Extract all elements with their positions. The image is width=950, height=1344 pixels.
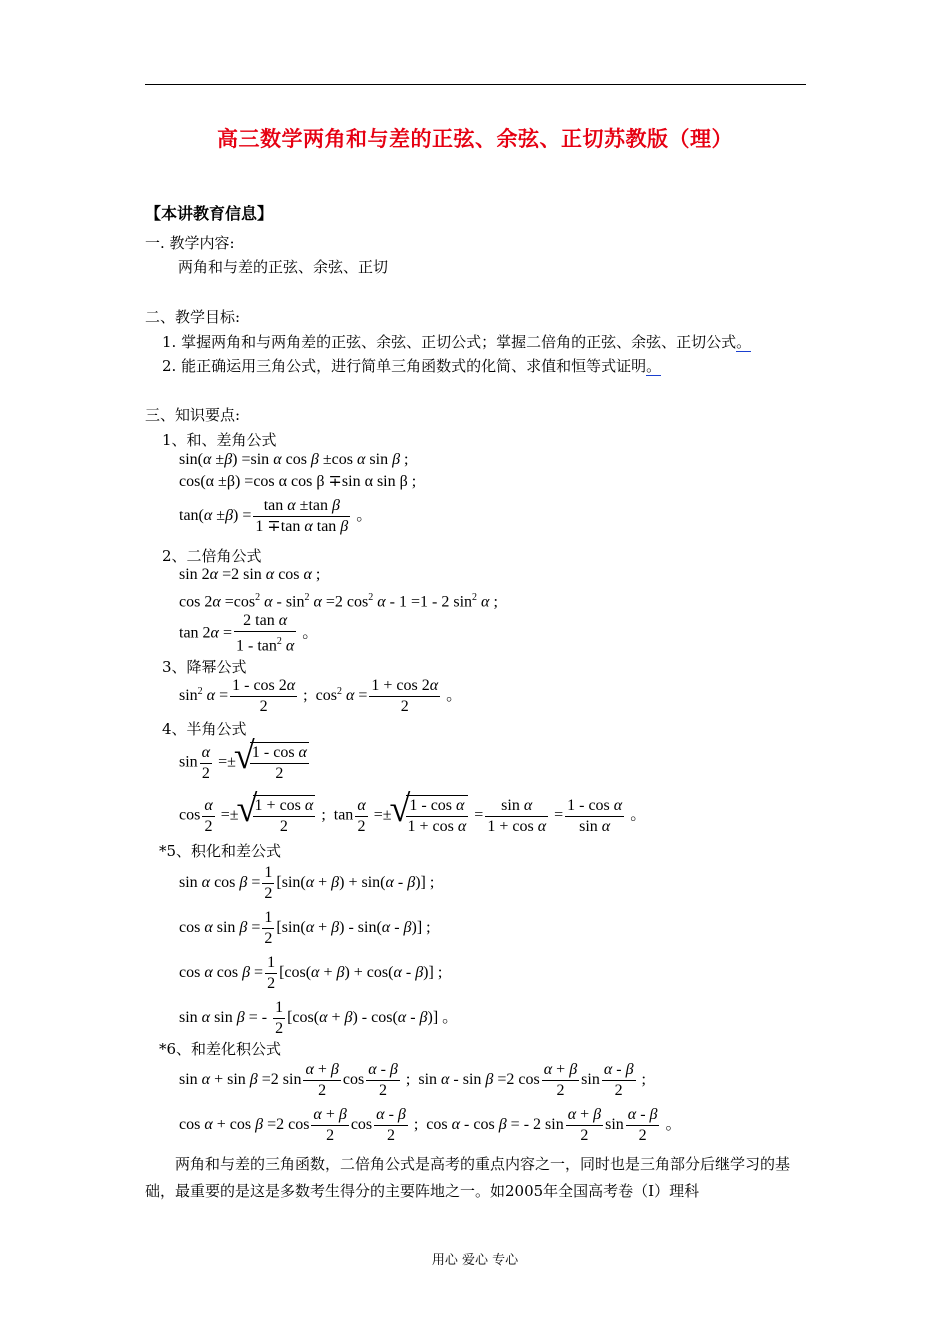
formula-tan-sum: tan(α ±β) = $\frac{\text{tan α ±tan β}}{\text{1 ∓tan α tan β}}$ 。 [179,497,373,535]
formula-p2s-4: sin α sin β = - $\frac{1}{2}$ [cos(α + β) - cos(α - β)] 。 [179,999,459,1037]
page-footer: 用心 爱心 专心 [431,1253,519,1268]
goals-heading: 二、教学目标: [145,308,241,326]
subsection-product-to-sum: *5、积化和差公式 [159,842,282,860]
formula-p2s-1: sin α cos β = $\frac{1}{2}$ [sin(α + β) + sin(α - β)] ; [179,864,435,902]
formula-sin-half: sin $\frac{\alpha}{2}$ =± √ $\frac{\text{1 - cos α}}{2}$ [179,742,311,784]
formula-tan-double: tan 2α = $\frac{\text{2 tan α}}{1 - \tan^2 \alpha}$ 。 [179,612,319,655]
goal-item-2: 2. 能正确运用三角公式，进行简单三角函数式的化简、求值和恒等式证明。 [162,357,662,375]
subsection-half-angle: 4、半角公式 [162,720,247,738]
formula-power-reduction: $\sin^2 \alpha$ = $\frac{1 - \cos 2\alpha}{2}$ ; $\cos^2 \alpha$ = $\frac{1 + \cos 2\alpha}{2}$ 。 [179,677,463,715]
content-heading: 一. 教学内容: [145,234,235,252]
formula-s2p-2: cos α + cos β =2 cos $\frac{\alpha + \beta}{2}$ cos $\frac{\alpha - \beta}{2}$ ; cos α - cos β = - 2 sin $\frac{\alpha + \beta}{2}$ sin $\frac{\alpha - \beta}{2}$ 。 [179,1106,682,1144]
formula-s2p-1: sin α + sin β =2 sin $\frac{\alpha + \beta}{2}$ cos $\frac{\alpha - \beta}{2}$ ; sin α - sin β =2 cos $\frac{\alpha + \beta}{2}$ sin $\frac{\alpha - \beta}{2}$ ; [179,1061,646,1099]
points-heading: 三、知识要点: [145,406,241,424]
section-header: 【本讲教育信息】 [145,204,274,223]
formula-cos-double: $\cos 2\alpha =\cos^2$ $\alpha - \sin^2 \alpha =2$ $\cos^2 \alpha - 1 =1 - 2$ $\sin^2 \alpha$ ; [179,592,498,611]
subsection-double-angle: 2、二倍角公式 [162,547,262,565]
formula-cos-tan-half: cos $\frac{\alpha}{2}$ =± √ $\frac{\text{1 + cos α}}{2}$ ; tan $\frac{\alpha}{2}$ =± √ $\frac{\text{1 - cos α}}{\text{1 + cos α}}$ = $\frac{\text{sin α}}{\text{1 + cos α}}$ = $\frac{\text{1 - cos α}}{\text{sin α}}$ 。 [179,795,646,837]
subsection-sum-diff: 1、和、差角公式 [162,431,277,449]
body-paragraph: 两角和与差的三角函数，二倍角公式是高考的重点内容之一，同时也是三角部分后继学习的基础，最重要的是这是多数考生得分的主要阵地之一。如2005年全国高考卷（Ⅰ）理科 [145,1155,791,1200]
top-rule [145,84,806,85]
page-title: 高三数学两角和与差的正弦、余弦、正切苏教版（理） [217,127,733,151]
goal-item-1: 1. 掌握两角和与两角差的正弦、余弦、正切公式；掌握二倍角的正弦、余弦、正切公式。 [162,333,752,351]
formula-sin-sum: sin(α ±β) =sin α cos β ±cos α sin β ; [179,451,409,468]
formula-sin-double: sin 2α =2 sin α cos α ; [179,566,321,583]
formula-p2s-2: cos α sin β = $\frac{1}{2}$ [sin(α + β) - sin(α - β)] ; [179,909,431,947]
subsection-power-reduction: 3、降幂公式 [162,658,247,676]
content-text: 两角和与差的正弦、余弦、正切 [178,258,389,276]
formula-p2s-3: cos α cos β = $\frac{1}{2}$ [cos(α + β) + cos(α - β)] ; [179,954,443,992]
formula-cos-sum: cos(α ±β) =cos α cos β ∓sin α sin β ; [179,473,417,490]
subsection-sum-to-product: *6、和差化积公式 [159,1040,282,1058]
